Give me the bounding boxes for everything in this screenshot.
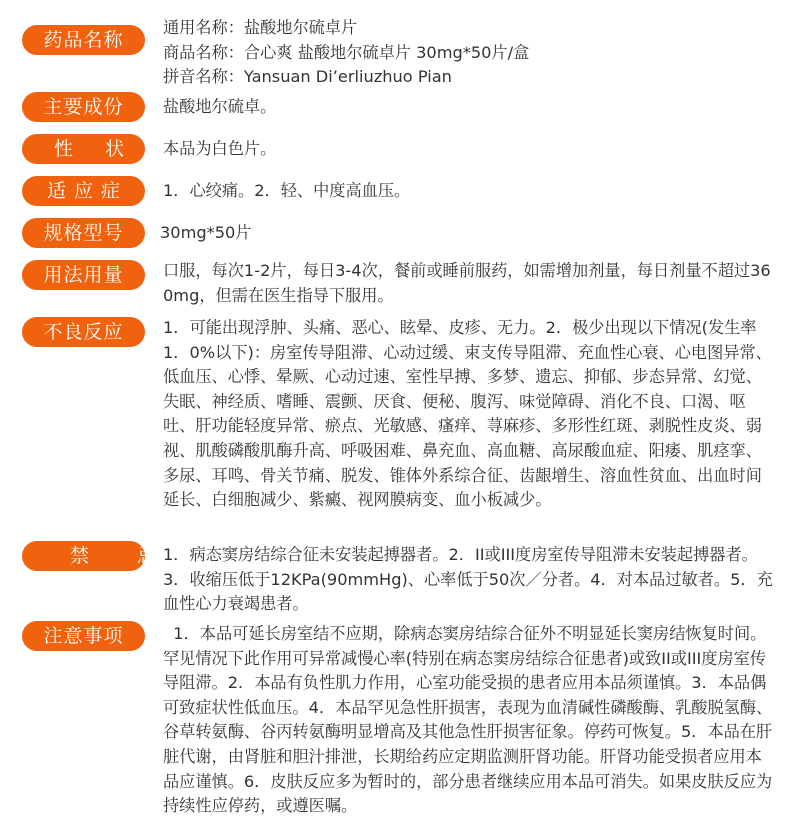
section-content bbox=[160, 221, 772, 246]
section-text: 盐酸地尔硫卓。 bbox=[163, 97, 277, 116]
section-text: 1．心绞痛。2．轻、中度高血压。 bbox=[163, 181, 411, 200]
pinyin-name-line: 拼音名称：Yansuan Di’erliuzhuo Pian bbox=[163, 67, 452, 87]
section-content bbox=[163, 95, 775, 120]
trade-name-line: 商品名称：合心爽 盐酸地尔硫卓片 30mg*50片/盒 bbox=[163, 42, 530, 62]
section-label: 禁忌 bbox=[22, 541, 145, 571]
section-text: 30mg*50片 bbox=[160, 223, 252, 242]
section-content: 口服，每次1-2片，每日3-4次，餐前或睡前服药，如需增加剂量，每日剂量不超过360mg，但需在医生指导下服用。 bbox=[163, 261, 771, 305]
section-label: 注意事项 bbox=[22, 621, 145, 651]
section-label: 适应症 bbox=[22, 176, 145, 206]
generic-name-line: 通用名称：盐酸地尔硫卓片 bbox=[163, 18, 358, 37]
section-content bbox=[163, 137, 775, 162]
section-content: 1．本品可延长房室结不应期，除病态窦房结综合征外不明显延长窦房结恢复时间。罕见情况下此作用可异常减慢心率(特别在病态窦房结综合征患者)或致II或III度房室传导阻滞。2．本品有负性肌力作用，心室功能受损的患者应用本品须谨慎。3．本品偶可致症状性低血压。4．本品罕见急性肝损害，表现为血清碱性磷酸酶、乳酸脱氢酶、谷草转氨酶、谷丙转氨酶明显增高及其他急性肝损害征象。停药可恢复。5．本品在肝脏代谢，由肾脏和胆汁排泄，长期给药应定期监测肝肾功能。肝肾功能受损者应用本品应谨慎。6．皮肤反应多为暂时的，部分患者继续应用本品可消失。如果皮肤反应为持续性应停药，或遵医嘱。 bbox=[163, 624, 773, 816]
section-content: 1．可能出现浮肿、头痛、恶心、眩晕、皮疹、无力。2．极少出现以下情况(发生率1．0%以下)：房室传导阻滞、心动过缓、束支传导阻滞、充血性心衰、心电图异常、低血压、心悸、晕厥、心动过速、室性早搏、多梦、遗忘、抑郁、步态异常、幻觉、失眠、神经质、嗜睡、震颤、厌食、便秘、腹泻、味觉障碍、消化不良、口渴、呕吐、肝功能轻度异常、瘀点、光敏感、瘙痒、荨麻疹、多形性红斑、剥脱性皮炎、弱视、肌酸磷酸肌酶升高、呼吸困难、鼻充血、高血糖、高尿酸血症、阳痿、肌痉挛、多尿、耳鸣、骨关节痛、脱发、锥体外系综合征、齿龈增生、溶血性贫血、出血时间延长、白细胞减少、紫癜、视网膜病变、血小板减少。 bbox=[163, 318, 772, 510]
section-text: 本品为白色片。 bbox=[163, 139, 277, 158]
section-content bbox=[163, 179, 775, 204]
section-label: 规格型号 bbox=[22, 218, 145, 248]
section-label: 药品名称 bbox=[22, 25, 145, 55]
section-content bbox=[163, 16, 775, 90]
section-content: 1．病态窦房结综合征未安装起搏器者。2．II或III度房室传导阻滞未安装起搏器者。3．收缩压低于12KPa(90mmHg)、心率低于50次／分者。4．对本品过敏者。5．充血性心力衰竭患者。 bbox=[163, 545, 773, 614]
section-label: 用法用量 bbox=[22, 260, 145, 290]
section-label: 不良反应 bbox=[22, 317, 145, 347]
section-label: 主要成份 bbox=[22, 92, 145, 122]
section-label: 性状 bbox=[22, 134, 145, 164]
